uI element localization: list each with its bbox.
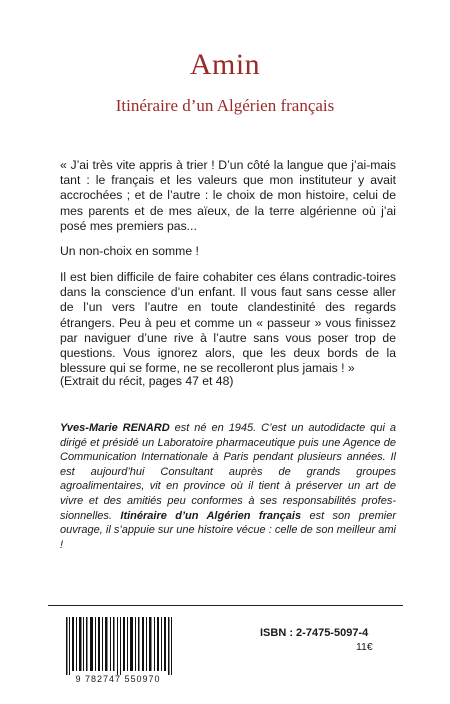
excerpt-paragraph-3: Il est bien difficile de faire cohabiter ces élans contradic-toires dans la conscience d’un enfant. Il vous faut sans cesse aller de l’un vers l’autre en toute clandestinité des regards étrangers. Peu à peu et comme un « passeur » vous finissez par naviguer d’une rive à l’autre sans vous poser trop de questions. Vous ignorez alors, que les deux bords de la blessure qui se forme, ne se recolleront plus jamais ! » — [60, 270, 396, 376]
excerpt-source: (Extrait du récit, pages 47 et 48) — [60, 374, 234, 388]
excerpt-paragraph-1: « J’ai très vite appris à trier ! D’un côté la langue que j’ai-mais tant : le français et les valeurs que mon instituteur y avait accrochées ; et de l’autre : le choix de mon histoire, celui de mes parents et de mes aïeux, de la terre algérienne où j’ai posé mes premiers pas... — [60, 158, 396, 233]
barcode-icon — [64, 617, 174, 675]
excerpt-paragraph-2: Un non-choix en somme ! — [60, 244, 199, 258]
book-subtitle: Itinéraire d’un Algérien français — [115, 96, 335, 115]
author-bio-text-1: est né en 1945. C’est un autodidacte qui a dirigé et présidé un Laboratoire pharmaceutique puis une Agence de Communication Internationale à Paris pendant plusieurs années. Il est aujourd’hui Consultant auprès de grands groupes agroalimentaires, vit en province où il tient à préserver un art de vivre et des amitiés peu conformes à ses responsabilités profes-sionnelles. — [60, 422, 396, 522]
author-name: Yves-Marie RENARD — [60, 422, 170, 434]
isbn: ISBN : 2-7475-5097-4 — [260, 627, 369, 639]
barcode-number: 9 782747 550970 — [75, 674, 161, 684]
author-bio-text-2: est son premier ouvrage, il s’appuie sur une histoire vécue : celle de son meilleur ami ! — [60, 509, 396, 551]
divider — [48, 605, 403, 606]
bio-book-title: Itinéraire d’un Algérien français — [120, 509, 302, 522]
book-title: Amin — [189, 48, 261, 81]
price: 11€ — [356, 641, 373, 653]
author-bio — [60, 421, 396, 552]
